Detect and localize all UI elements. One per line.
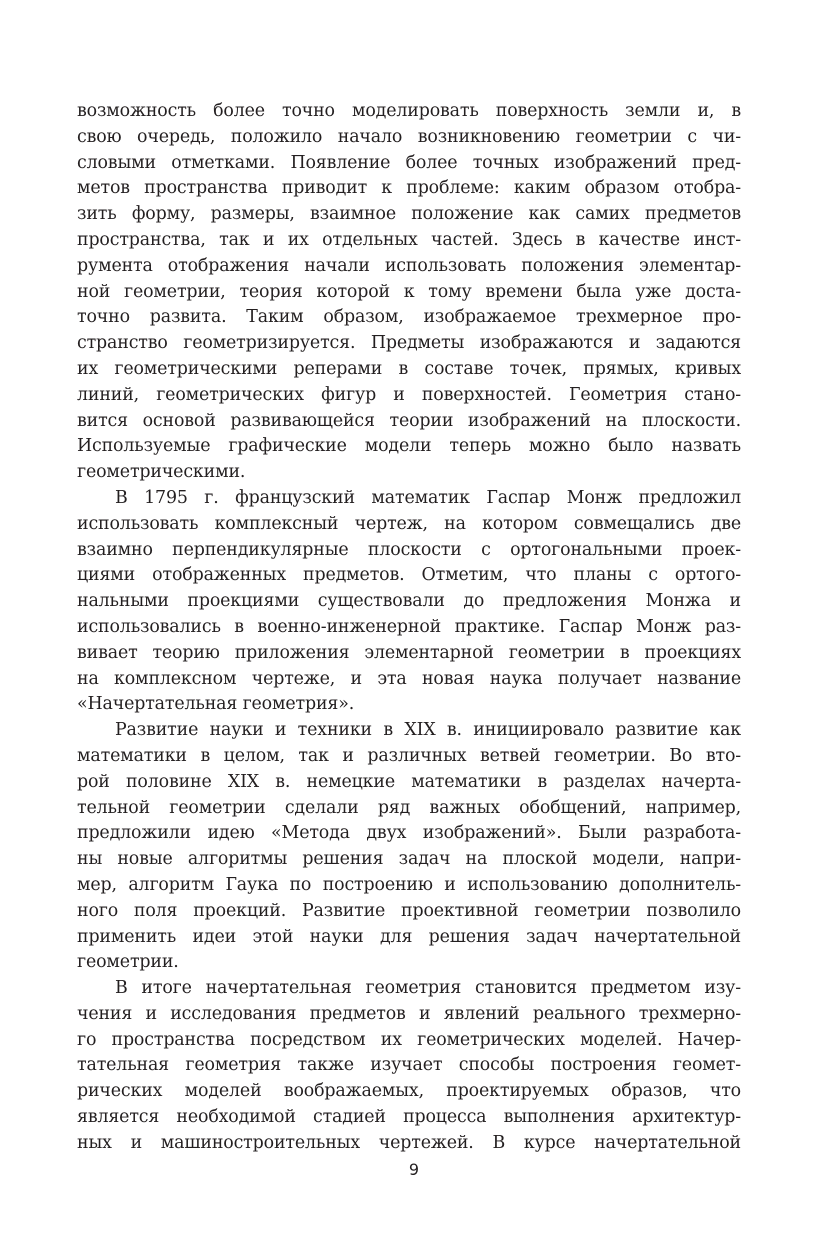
text-line: предложили идею «Метода двух изображений». Были разработа- (77, 823, 741, 844)
text-line: чения и исследования предметов и явлений реального трехмерно- (77, 1003, 741, 1024)
text-line: зить форму, размеры, взаимное положение как самих предметов (77, 204, 741, 225)
text-line: тательная геометрия также изучает способы построения геомет- (77, 1055, 741, 1076)
text-line: ного поля проекций. Развитие проективной геометрии позволило (77, 900, 741, 921)
text-line: рой половине XIX в. немецкие математики в разделах начерта- (77, 771, 741, 792)
paragraph-1 (77, 99, 741, 486)
text-line: В итоге начертательная геометрия становится предметом изу- (115, 978, 741, 999)
text-line: математики в целом, так и различных ветвей геометрии. Во вто- (77, 745, 741, 766)
text-line: является необходимой стадией процесса выполнения архитектур- (77, 1107, 741, 1128)
text-line: тельной геометрии сделали ряд важных обобщений, например, (77, 797, 741, 818)
text-line: вится основой развивающейся теории изображений на плоскости. (77, 410, 741, 431)
text-line: свою очередь, положило начало возникновению геометрии с чи- (77, 126, 741, 147)
text-line: Развитие науки и техники в XIX в. инициировало развитие как (115, 720, 741, 741)
text-line: метов пространства приводит к проблеме: каким образом отобра- (77, 178, 741, 199)
text-line: вивает теорию приложения элементарной геометрии в проекциях (77, 642, 741, 663)
text-line: циями отображенных предметов. Отметим, что планы с ортого- (77, 565, 741, 586)
text-line: геометрическими. (77, 462, 246, 483)
text-line: геометрии. (77, 952, 179, 973)
text-line: мер, алгоритм Гаука по построению и использованию дополнитель- (77, 874, 741, 895)
text-line: использовались в военно-инженерной практике. Гаспар Монж раз- (77, 616, 741, 637)
page-number: 9 (408, 1160, 420, 1179)
text-line: пространства, так и их отдельных частей. Здесь в качестве инст- (77, 229, 741, 250)
text-line: линий, геометрических фигур и поверхностей. Геометрия стано- (77, 384, 741, 405)
text-line: нальными проекциями существовали до предложения Монжа и (77, 591, 741, 612)
text-line: использовать комплексный чертеж, на котором совмещались две (77, 513, 741, 534)
text-line: рических моделей воображаемых, проектируемых образов, что (77, 1081, 741, 1102)
text-line: румента отображения начали использовать положения элементар- (77, 255, 741, 276)
text-line: В 1795 г. французский математик Гаспар Монж предложил (115, 487, 741, 508)
paragraph-2 (77, 486, 741, 718)
text-line: на комплексном чертеже, и эта новая наука получает название (77, 668, 741, 689)
text-line: взаимно перпендикулярные плоскости с ортогональными проек- (77, 539, 741, 560)
text-line: странство геометризируется. Предметы изображаются и задаются (77, 333, 741, 354)
paragraph-3 (77, 718, 741, 976)
text-line: их геометрическими реперами в составе точек, прямых, кривых (77, 358, 741, 379)
text-line: словыми отметками. Появление более точных изображений пред- (77, 152, 741, 173)
text-line: ны новые алгоритмы решения задач на плоской модели, напри- (77, 849, 741, 870)
text-line: возможность более точно моделировать поверхность земли и, в (77, 101, 741, 121)
text-line: Используемые графические модели теперь можно было назвать (77, 436, 741, 457)
text-line: го пространства посредством их геометрических моделей. Начер- (77, 1029, 741, 1050)
page-body (77, 99, 741, 1157)
text-line: ных и машиностроительных чертежей. В курсе начертательной (77, 1132, 741, 1153)
text-line: ной геометрии, теория которой к тому времени была уже доста- (77, 281, 741, 302)
text-line: точно развита. Таким образом, изображаемое трехмерное про- (77, 307, 741, 328)
paragraph-4 (77, 976, 741, 1157)
text-line: применить идеи этой науки для решения задач начертательной (77, 926, 741, 947)
text-line: «Начертательная геометрия». (77, 694, 355, 715)
